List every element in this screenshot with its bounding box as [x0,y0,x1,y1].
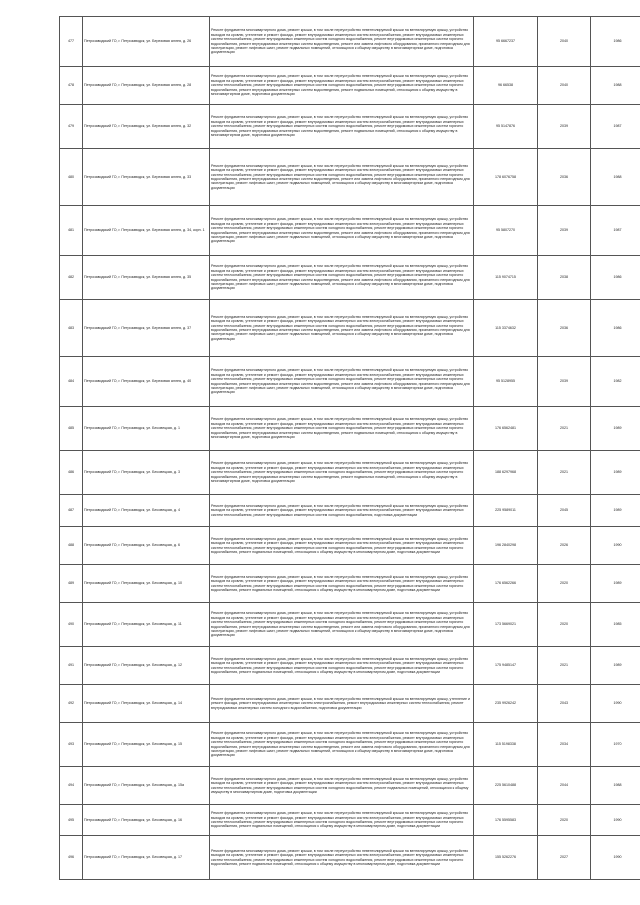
built-year-cell: 1990 [591,685,640,723]
cost-cell: 115 5198338 [474,723,538,767]
built-year-cell: 1986 [591,256,640,300]
address-cell: Петрозаводский ГО, г. Петрозаводск, ул. Березовая аллея, д. 35 [83,256,210,300]
works-list-cell: Ремонт фундамента многоквартирного дома, ремонт крыши, в том числе переустройство невентилируемой крыши на вентилируемую крышу, устройство выходов на кровлю, утепление и ремонт фасада, ремонт внутридомовых инженерных систем электроснабжения, ремонт внутридомовых инженерных систем теплоснабжения, ремонт внутридомовых инженерных систем холодного водоснабжения, ремонт внутридомовых инженерных систем горячего водоснабжения, ремонт внутридомовых инженерных систем водоотведения, ремонт подвальных помещений, относящихся к общему имуществу в многоквартирном доме, подготовка документации [210,407,474,451]
planned-year-cell: 2021 [538,647,591,685]
address-cell: Петрозаводский ГО, г. Петрозаводск, ул. Бесовецкая, д. 1 [83,407,210,451]
table-row [60,67,640,105]
row-number: 477 [60,17,83,67]
row-number: 493 [60,723,83,767]
address-cell: Петрозаводский ГО, г. Петрозаводск, ул. Бесовецкая, д. 4 [83,495,210,527]
table-row [60,495,640,527]
planned-year-cell: 2020 [538,805,591,836]
row-number: 486 [60,451,83,495]
cost-cell: 176 6562266 [474,565,538,603]
built-year-cell: 1989 [591,647,640,685]
cost-cell: 235 9926242 [474,685,538,723]
row-number: 492 [60,685,83,723]
planned-year-cell: 2044 [538,767,591,805]
built-year-cell: 1989 [591,451,640,495]
cost-cell: 115 3374632 [474,300,538,357]
row-number: 487 [60,495,83,527]
address-cell: Петрозаводский ГО, г. Петрозаводск, ул. Березовая аллея, д. 40 [83,357,210,407]
planned-year-cell: 2036 [538,149,591,206]
row-number: 490 [60,603,83,647]
cost-cell: 115 9074715 [474,256,538,300]
row-number: 481 [60,206,83,256]
table-row [60,206,640,256]
address-cell: Петрозаводский ГО, г. Петрозаводск, ул. Бесовецкая, д. 6 [83,527,210,565]
works-list-cell: Ремонт фундамента многоквартирного дома, ремонт крыши, в том числе переустройство невентилируемой крыши на вентилируемую крышу, устройство выходов на кровлю, утепление и ремонт фасада, ремонт внутридомовых инженерных систем электроснабжения, ремонт внутридомовых инженерных систем теплоснабжения, ремонт внутридомовых инженерных систем холодного водоснабжения, ремонт внутридомовых инженерных систем горячего водоснабжения, ремонт подвальных помещений, относящихся к общему имуществу в многоквартирном доме, подготовка документации [210,527,474,565]
works-list-cell: Ремонт фундамента многоквартирного дома, ремонт крыши, в том числе переустройство невентилируемой крыши на вентилируемую крышу, устройство выходов на кровлю, утепление и ремонт фасада, ремонт внутридомовых инженерных систем электроснабжения, ремонт внутридомовых инженерных систем теплоснабжения, ремонт внутридомовых инженерных систем холодного водоснабжения, ремонт внутридомовых инженерных систем горячего водоснабжения, ремонт подвальных помещений, относящихся к общему имуществу в многоквартирном доме, подготовка документации [210,836,474,880]
row-number: 488 [60,527,83,565]
built-year-cell: 1986 [591,17,640,67]
built-year-cell: 1988 [591,67,640,105]
planned-year-cell: 2040 [538,67,591,105]
planned-year-cell: 2040 [538,17,591,67]
works-list-cell: Ремонт фундамента многоквартирного дома, ремонт крыши, в том числе переустройство невентилируемой крыши на вентилируемую крышу, устройство выходов на кровлю, утепление и ремонт фасада, ремонт внутридомовых инженерных систем электроснабжения, ремонт внутридомовых инженерных систем теплоснабжения, ремонт внутридомовых инженерных систем холодного водоснабжения, ремонт внутридомовых инженерных систем горячего водоснабжения, ремонт внутридомовых инженерных систем водоотведения, ремонт или замена лифтового оборудования, признанного непригодным для эксплуатации, ремонт лифтовых шахт, ремонт подвальных помещений, относящихся к общему имуществу в многоквартирном доме, подготовка документации [210,357,474,407]
row-number: 480 [60,149,83,206]
planned-year-cell: 2045 [538,495,591,527]
repair-register-table [59,16,640,880]
planned-year-cell: 2038 [538,256,591,300]
built-year-cell: 1988 [591,767,640,805]
works-list-cell: Ремонт фундамента многоквартирного дома, ремонт крыши, в том числе переустройство невентилируемой крыши на вентилируемую крышу, утепление и ремонт фасада, ремонт внутридомовых инженерных систем электроснабжения, ремонт внутридомовых инженерных систем теплоснабжения, ремонт внутридомовых инженерных систем холодного водоснабжения, подготовка документации [210,685,474,723]
cost-cell: 95 5807270 [474,206,538,256]
table-row [60,300,640,357]
works-list-cell: Ремонт фундамента многоквартирного дома, ремонт крыши, в том числе переустройство невентилируемой крыши на вентилируемую крышу, устройство выходов на кровлю, утепление и ремонт фасада, ремонт внутридомовых инженерных систем электроснабжения, ремонт внутридомовых инженерных систем теплоснабжения, ремонт внутридомовых инженерных систем холодного водоснабжения, ремонт внутридомовых инженерных систем горячего водоснабжения, ремонт внутридомовых инженерных систем водоотведения, ремонт подвальных помещений, относящихся к общему имуществу в многоквартирном доме, подготовка документации [210,105,474,149]
planned-year-cell: 2027 [538,836,591,880]
cost-cell: 95 6667237 [474,17,538,67]
works-list-cell: Ремонт фундамента многоквартирного дома, ремонт крыши, в том числе переустройство невентилируемой крыши на вентилируемую крышу, устройство выходов на кровлю, утепление и ремонт фасада, ремонт внутридомовых инженерных систем электроснабжения, ремонт внутридомовых инженерных систем теплоснабжения, ремонт внутридомовых инженерных систем холодного водоснабжения, ремонт внутридомовых инженерных систем горячего водоснабжения, ремонт внутридомовых инженерных систем водоотведения, ремонт или замена лифтового оборудования, признанного непригодным для эксплуатации, ремонт лифтовых шахт, ремонт подвальных помещений, относящихся к общему имуществу в многоквартирном доме, подготовка документации [210,300,474,357]
table-row [60,603,640,647]
works-list-cell: Ремонт фундамента многоквартирного дома, ремонт крыши, в том числе переустройство невентилируемой крыши на вентилируемую крышу, устройство выходов на кровлю, утепление и ремонт фасада, ремонт внутридомовых инженерных систем электроснабжения, ремонт внутридомовых инженерных систем теплоснабжения, ремонт внутридомовых инженерных систем холодного водоснабжения, ремонт внутридомовых инженерных систем горячего водоснабжения, ремонт внутридомовых инженерных систем водоотведения, ремонт или замена лифтового оборудования, признанного непригодным для эксплуатации, ремонт лифтовых шахт, ремонт подвальных помещений, относящихся к общему имуществу в многоквартирном доме, подготовка документации [210,256,474,300]
works-list-cell: Ремонт фундамента многоквартирного дома, ремонт крыши, в том числе переустройство невентилируемой крыши на вентилируемую крышу, устройство выходов на кровлю, утепление и ремонт фасада, ремонт внутридомовых инженерных систем электроснабжения, ремонт внутридомовых инженерных систем теплоснабжения, ремонт внутридомовых инженерных систем холодного водоснабжения, ремонт внутридомовых инженерных систем горячего водоснабжения, ремонт внутридомовых инженерных систем водоотведения, ремонт или замена лифтового оборудования, признанного непригодным для эксплуатации, ремонт лифтовых шахт, ремонт подвальных помещений, относящихся к общему имуществу в многоквартирном доме, подготовка документации [210,603,474,647]
address-cell: Петрозаводский ГО, г. Петрозаводск, ул. Бесовецкая, д. 15 [83,723,210,767]
table-row [60,805,640,836]
built-year-cell: 1990 [591,805,640,836]
works-list-cell: Ремонт фундамента многоквартирного дома, ремонт крыши, в том числе переустройство невентилируемой крыши на вентилируемую крышу, устройство выходов на кровлю, утепление и ремонт фасада, ремонт внутридомовых инженерных систем электроснабжения, ремонт внутридомовых инженерных систем теплоснабжения, ремонт внутридомовых инженерных систем холодного водоснабжения, ремонт подвальных помещений, относящихся к общему имуществу в многоквартирном доме, подготовка документации [210,767,474,805]
works-list-cell: Ремонт фундамента многоквартирного дома, ремонт крыши, в том числе переустройство невентилируемой крыши на вентилируемую крышу, устройство выходов на кровлю, утепление и ремонт фасада, ремонт внутридомовых инженерных систем электроснабжения, ремонт внутридомовых инженерных систем теплоснабжения, ремонт внутридомовых инженерных систем холодного водоснабжения, ремонт внутридомовых инженерных систем горячего водоснабжения, ремонт внутридомовых инженерных систем водоотведения, ремонт или замена лифтового оборудования, признанного непригодным для эксплуатации, ремонт лифтовых шахт, ремонт подвальных помещений, относящихся к общему имуществу в многоквартирном доме, подготовка документации [210,723,474,767]
cost-cell: 96 66538 [474,67,538,105]
row-number: 482 [60,256,83,300]
planned-year-cell: 2020 [538,565,591,603]
cost-cell: 173 5669021 [474,603,538,647]
address-cell: Петрозаводский ГО, г. Петрозаводск, ул. Бесовецкая, д. 16 [83,805,210,836]
row-number: 494 [60,767,83,805]
built-year-cell: 1989 [591,495,640,527]
address-cell: Петрозаводский ГО, г. Петрозаводск, ул. Березовая аллея, д. 37 [83,300,210,357]
address-cell: Петрозаводский ГО, г. Петрозаводск, ул. Бесовецкая, д. 17 [83,836,210,880]
address-cell: Петрозаводский ГО, г. Петрозаводск, ул. Бесовецкая, д. 10 [83,565,210,603]
built-year-cell: 1986 [591,300,640,357]
address-cell: Петрозаводский ГО, г. Петрозаводск, ул. Бесовецкая, д. 11 [83,603,210,647]
works-list-cell: Ремонт фундамента многоквартирного дома, ремонт крыши, в том числе переустройство невентилируемой крыши на вентилируемую крышу, устройство выходов на кровлю, утепление и ремонт фасада, ремонт внутридомовых инженерных систем электроснабжения, ремонт внутридомовых инженерных систем теплоснабжения, ремонт внутридомовых инженерных систем холодного водоснабжения, ремонт внутридомовых инженерных систем горячего водоснабжения, ремонт внутридомовых инженерных систем водоотведения, ремонт подвальных помещений, относящихся к общему имуществу в многоквартирном доме, подготовка документации [210,451,474,495]
works-list-cell: Ремонт фундамента многоквартирного дома, ремонт крыши, в том числе переустройство невентилируемой крыши на вентилируемую крышу, устройство выходов на кровлю, утепление и ремонт фасада, ремонт внутридомовых инженерных систем электроснабжения, ремонт внутридомовых инженерных систем теплоснабжения, ремонт внутридомовых инженерных систем холодного водоснабжения, ремонт внутридомовых инженерных систем горячего водоснабжения, ремонт внутридомовых инженерных систем водоотведения, ремонт или замена лифтового оборудования, признанного непригодным для эксплуатации, ремонт лифтовых шахт, ремонт подвальных помещений, относящихся к общему имуществу в многоквартирном доме, подготовка документации [210,17,474,67]
table-row [60,451,640,495]
table-row [60,723,640,767]
address-cell: Петрозаводский ГО, г. Петрозаводск, ул. Березовая аллея, д. 33 [83,149,210,206]
works-list-cell: Ремонт фундамента многоквартирного дома, ремонт крыши, в том числе переустройство невентилируемой крыши на вентилируемую крышу, устройство выходов на кровлю, утепление и ремонт фасада, ремонт внутридомовых инженерных систем электроснабжения, ремонт внутридомовых инженерных систем теплоснабжения, ремонт внутридомовых инженерных систем холодного водоснабжения, ремонт внутридомовых инженерных систем горячего водоснабжения, ремонт внутридомовых инженерных систем водоотведения, ремонт или замена лифтового оборудования, признанного непригодным для эксплуатации, ремонт лифтовых шахт, ремонт подвальных помещений, относящихся к общему имуществу в многоквартирном доме, подготовка документации [210,206,474,256]
built-year-cell: 1985 [591,603,640,647]
built-year-cell: 1982 [591,357,640,407]
address-cell: Петрозаводский ГО, г. Петрозаводск, ул. Бесовецкая, д. 12 [83,647,210,685]
table-body [60,17,640,880]
planned-year-cell: 2034 [538,723,591,767]
built-year-cell: 1989 [591,565,640,603]
works-list-cell: Ремонт фундамента многоквартирного дома, ремонт крыши, в том числе переустройство невентилируемой крыши на вентилируемую крышу, устройство выходов на кровлю, утепление и ремонт фасада, ремонт внутридомовых инженерных систем электроснабжения, ремонт внутридомовых инженерных систем теплоснабжения, ремонт внутридомовых инженерных систем холодного водоснабжения, ремонт внутридомовых инженерных систем горячего водоснабжения, ремонт внутридомовых инженерных систем водоотведения, ремонт подвальных помещений, относящихся к общему имуществу в многоквартирном доме, подготовка документации [210,67,474,105]
cost-cell: 188 6297968 [474,451,538,495]
table-row [60,256,640,300]
address-cell: Петрозаводский ГО, г. Петрозаводск, ул. Бесовецкая, д. 15а [83,767,210,805]
planned-year-cell: 2021 [538,451,591,495]
row-number: 485 [60,407,83,451]
works-list-cell: Ремонт фундамента многоквартирного дома, ремонт крыши, в том числе переустройство невентилируемой крыши на вентилируемую крышу, устройство выходов на кровлю, утепление и ремонт фасада, ремонт внутридомовых инженерных систем электроснабжения, ремонт внутридомовых инженерных систем теплоснабжения, ремонт внутридомовых инженерных систем холодного водоснабжения, ремонт внутридомовых инженерных систем горячего водоснабжения, ремонт подвальных помещений, относящихся к общему имуществу в многоквартирном доме, подготовка документации [210,565,474,603]
cost-cell: 178 6076758 [474,149,538,206]
planned-year-cell: 2043 [538,685,591,723]
built-year-cell: 1990 [591,836,640,880]
built-year-cell: 1988 [591,149,640,206]
built-year-cell: 1990 [591,527,640,565]
cost-cell: 196 2840298 [474,527,538,565]
cost-cell: 225 5610488 [474,767,538,805]
planned-year-cell: 2039 [538,105,591,149]
built-year-cell: 1987 [591,206,640,256]
row-number: 479 [60,105,83,149]
built-year-cell: 1987 [591,105,640,149]
built-year-cell: 1989 [591,407,640,451]
cost-cell: 176 6562481 [474,407,538,451]
planned-year-cell: 2021 [538,407,591,451]
row-number: 491 [60,647,83,685]
cost-cell: 155 5262276 [474,836,538,880]
cost-cell: 95 5128955 [474,357,538,407]
row-number: 496 [60,836,83,880]
built-year-cell: 1970 [591,723,640,767]
cost-cell: 176 5595583 [474,805,538,836]
table-row [60,767,640,805]
works-list-cell: Ремонт фундамента многоквартирного дома, ремонт крыши, в том числе переустройство невентилируемой крыши на вентилируемую крышу, устройство выходов на кровлю, утепление и ремонт фасада, ремонт внутридомовых инженерных систем электроснабжения, ремонт внутридомовых инженерных систем теплоснабжения, ремонт внутридомовых инженерных систем холодного водоснабжения, подготовка документации [210,495,474,527]
table-row [60,647,640,685]
address-cell: Петрозаводский ГО, г. Петрозаводск, ул. Березовая аллея, д. 28 [83,67,210,105]
cost-cell: 225 9589011 [474,495,538,527]
table-row [60,105,640,149]
row-number: 495 [60,805,83,836]
works-list-cell: Ремонт фундамента многоквартирного дома, ремонт крыши, в том числе переустройство невентилируемой крыши на вентилируемую крышу, устройство выходов на кровлю, утепление и ремонт фасада, ремонт внутридомовых инженерных систем электроснабжения, ремонт внутридомовых инженерных систем теплоснабжения, ремонт внутридомовых инженерных систем холодного водоснабжения, ремонт внутридомовых инженерных систем горячего водоснабжения, ремонт подвальных помещений, относящихся к общему имуществу в многоквартирном доме, подготовка документации [210,805,474,836]
cost-cell: 95 5147876 [474,105,538,149]
table-row [60,565,640,603]
row-number: 483 [60,300,83,357]
address-cell: Петрозаводский ГО, г. Петрозаводск, ул. Березовая аллея, д. 26 [83,17,210,67]
table-row [60,527,640,565]
works-list-cell: Ремонт фундамента многоквартирного дома, ремонт крыши, в том числе переустройство невентилируемой крыши на вентилируемую крышу, устройство выходов на кровлю, утепление и ремонт фасада, ремонт внутридомовых инженерных систем электроснабжения, ремонт внутридомовых инженерных систем теплоснабжения, ремонт внутридомовых инженерных систем холодного водоснабжения, ремонт внутридомовых инженерных систем горячего водоснабжения, ремонт внутридомовых инженерных систем водоотведения, ремонт или замена лифтового оборудования, признанного непригодным для эксплуатации, ремонт лифтовых шахт, ремонт подвальных помещений, относящихся к общему имуществу в многоквартирном доме, подготовка документации [210,149,474,206]
works-list-cell: Ремонт фундамента многоквартирного дома, ремонт крыши, в том числе переустройство невентилируемой крыши на вентилируемую крышу, устройство выходов на кровлю, утепление и ремонт фасада, ремонт внутридомовых инженерных систем электроснабжения, ремонт внутридомовых инженерных систем теплоснабжения, ремонт внутридомовых инженерных систем холодного водоснабжения, ремонт внутридомовых инженерных систем горячего водоснабжения, ремонт подвальных помещений, относящихся к общему имуществу в многоквартирном доме, подготовка документации [210,647,474,685]
cost-cell: 175 9485147 [474,647,538,685]
planned-year-cell: 2039 [538,206,591,256]
planned-year-cell: 2026 [538,527,591,565]
address-cell: Петрозаводский ГО, г. Петрозаводск, ул. Березовая аллея, д. 34, корп. 1 [83,206,210,256]
row-number: 484 [60,357,83,407]
table-row [60,357,640,407]
address-cell: Петрозаводский ГО, г. Петрозаводск, ул. Бесовецкая, д. 3 [83,451,210,495]
planned-year-cell: 2036 [538,300,591,357]
address-cell: Петрозаводский ГО, г. Петрозаводск, ул. Бесовецкая, д. 14 [83,685,210,723]
address-cell: Петрозаводский ГО, г. Петрозаводск, ул. Березовая аллея, д. 32 [83,105,210,149]
table-row [60,685,640,723]
table-row [60,17,640,67]
table-row [60,149,640,206]
planned-year-cell: 2039 [538,357,591,407]
row-number: 478 [60,67,83,105]
table-row [60,836,640,880]
row-number: 489 [60,565,83,603]
table-row [60,407,640,451]
planned-year-cell: 2020 [538,603,591,647]
